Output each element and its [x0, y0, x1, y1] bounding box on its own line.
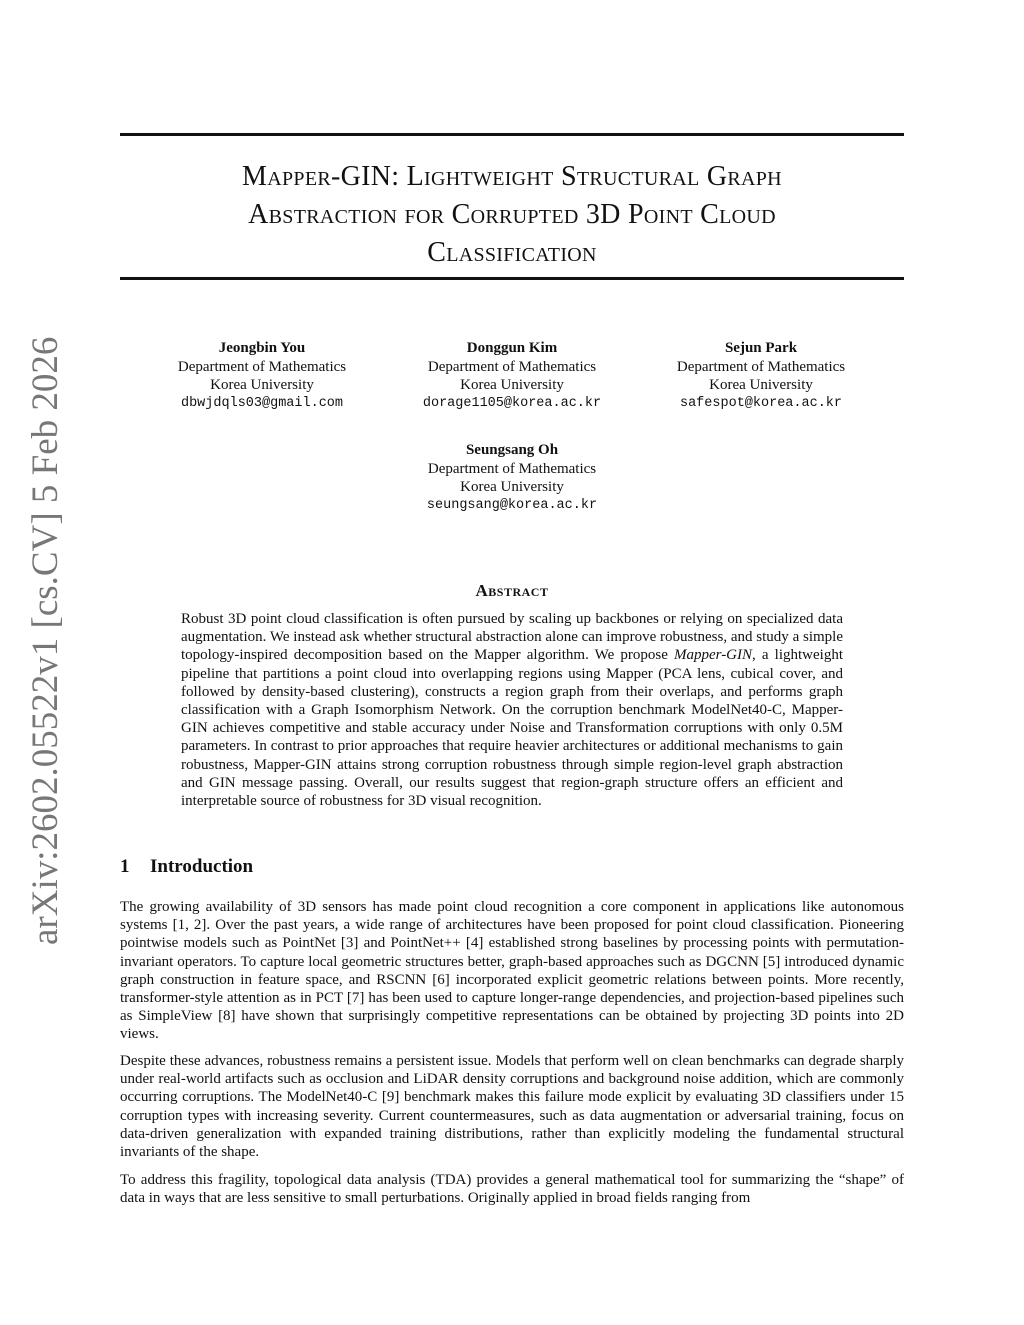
author-affiliation: Korea University	[460, 479, 564, 495]
author-block-1	[147, 339, 377, 413]
intro-paragraph-3: To address this fragility, topological data analysis (TDA) provides a general mathematical tool for summarizing the “shape” of data in ways that are less sensitive to small perturbations. Originally applied in broad fields ranging from	[120, 1172, 904, 1207]
intro-paragraph-2: Despite these advances, robustness remains a persistent issue. Models that perform well on clean benchmarks can degrade sharply under real-world artifacts such as occlusion and LiDAR density corruptions and background noise addition, which are commonly occurring corruptions. The ModelNet40-C [9] benchmark makes this failure mode explicit by evaluating 3D classifiers under 15 corruption types with increasing severity. Current countermeasures, such as data augmentation or adversarial training, focus on data-driven generalization with expanded training distributions, rather than explicitly modeling the fundamental structural invariants of the shape.	[120, 1053, 904, 1161]
author-email[interactable]: safespot@korea.ac.kr	[679, 395, 843, 411]
title-line-1: Mapper-GIN: Lightweight Structural Graph	[242, 161, 782, 192]
author-name: Donggun Kim	[466, 340, 558, 356]
title-line-3: Classification	[427, 237, 597, 268]
section-number: 1	[120, 856, 130, 877]
title-line-2: Abstraction for Corrupted 3D Point Cloud	[248, 199, 776, 230]
title-rule-bottom	[120, 277, 904, 280]
author-department: Department of Mathematics	[177, 358, 347, 375]
title-rule-top	[120, 133, 904, 136]
abstract-heading: Abstract	[475, 581, 549, 600]
abstract-body	[181, 610, 843, 810]
arxiv-identifier[interactable]: arXiv:2602.05522v1 [cs.CV] 5 Feb 2026	[25, 336, 66, 945]
author-affiliation: Korea University	[210, 377, 314, 393]
author-block-2	[397, 339, 627, 413]
author-name: Jeongbin You	[218, 340, 306, 356]
author-affiliation: Korea University	[460, 377, 564, 393]
author-block-3	[646, 339, 876, 413]
abstract-method-name: Mapper-GIN	[674, 647, 753, 664]
author-block-4	[397, 441, 627, 515]
abstract-text-start: Robust 3D point cloud classification is often pursued by scaling up backbones or relying on specialized data augmentation. We instead ask whether structural abstraction alone can improve robustness, and study a simple topology-inspired decomposition based on the Mapper algorithm. We propose	[181, 611, 843, 664]
author-department: Department of Mathematics	[427, 358, 597, 375]
section-title: Introduction	[150, 856, 254, 877]
section-heading-introduction	[120, 856, 253, 878]
intro-paragraph-1: The growing availability of 3D sensors has made point cloud recognition a core component in applications like autonomous systems [1, 2]. Over the past years, a wide range of architectures have been proposed for point cloud classification. Pioneering pointwise models such as PointNet [3] and PointNet++ [4] established strong baselines by processing points with permutation-invariant operators. To capture local geometric structures better, graph-based approaches such as DGCNN [5] introduced dynamic graph construction in feature space, and RSCNN [6] incorporated explicit geometric relations between points. More recently, transformer-style attention as in PCT [7] has been used to capture longer-range dependencies, and projection-based pipelines such as SimpleView [8] have shown that surprisingly competitive representations can be obtained by projecting 3D points into 2D views.	[120, 899, 904, 1043]
author-email[interactable]: seungsang@korea.ac.kr	[426, 497, 598, 513]
author-department: Department of Mathematics	[676, 358, 846, 375]
author-email[interactable]: dbwjdqls03@gmail.com	[180, 395, 344, 411]
author-email[interactable]: dorage1105@korea.ac.kr	[422, 395, 602, 411]
author-department: Department of Mathematics	[427, 460, 597, 477]
paper-title	[120, 158, 904, 272]
author-name: Seungsang Oh	[465, 442, 559, 458]
author-name: Sejun Park	[724, 340, 798, 356]
abstract-text-end: , a lightweight pipeline that partitions a point cloud into overlapping regions using Mapper (PCA lens, cubical cover, and followed by density-based clustering), constructs a region graph from their overlaps, and performs graph classification with a Graph Isomorphism Network. On the corruption benchmark ModelNet40-C, Mapper-GIN achieves competitive and stable accuracy under Noise and Transformation corruptions with only 0.5M parameters. In contrast to prior approaches that require heavier architectures or additional mechanisms to gain robustness, Mapper-GIN attains strong corruption robustness through simple region-level graph abstraction and GIN message passing. Overall, our results suggest that region-graph structure offers an efficient and interpretable source of robustness for 3D visual recognition.	[181, 647, 843, 810]
author-affiliation: Korea University	[709, 377, 813, 393]
